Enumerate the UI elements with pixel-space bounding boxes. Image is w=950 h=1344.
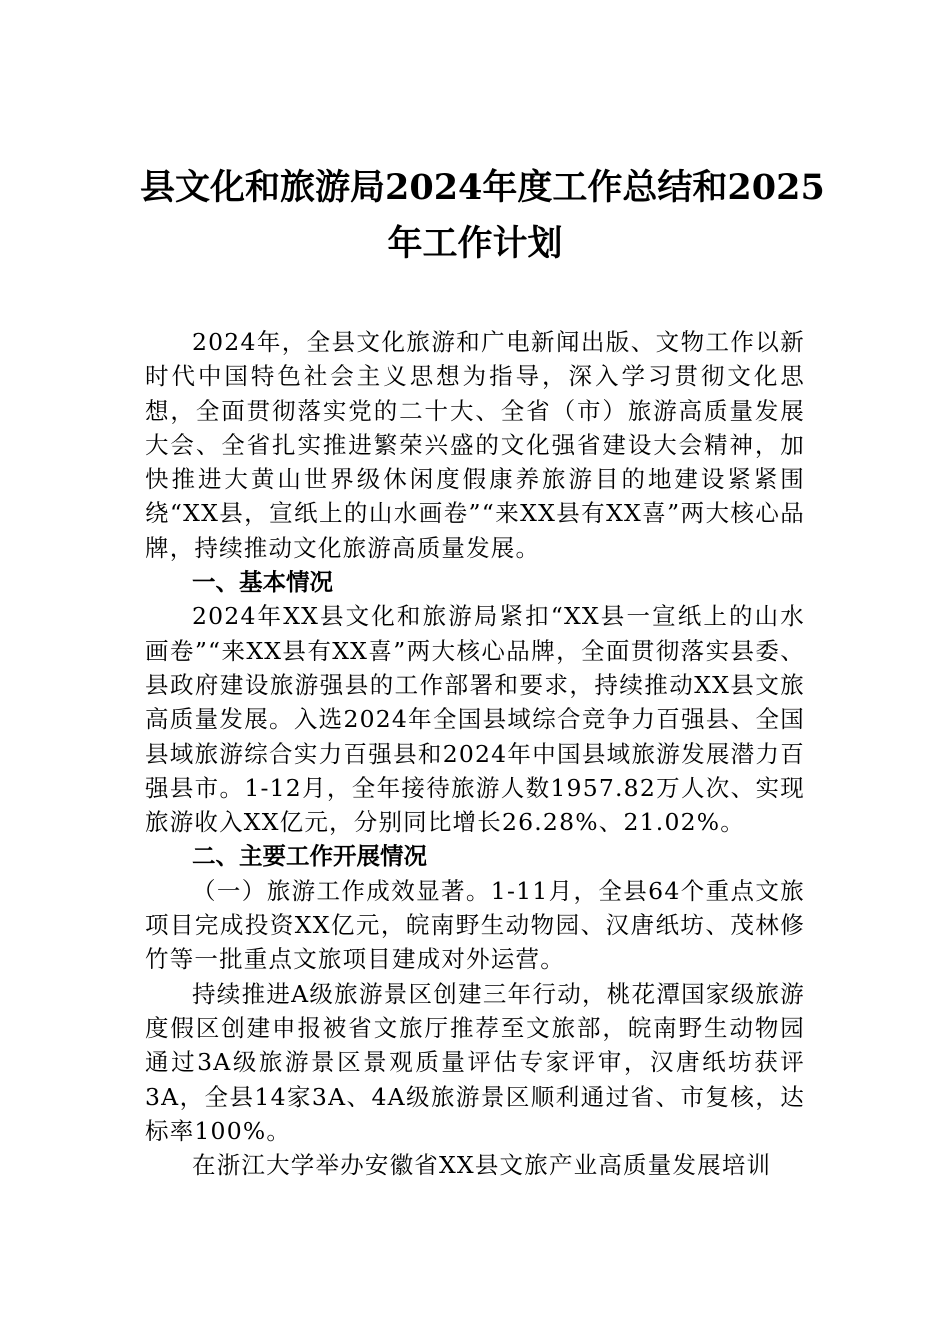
- title-line-1: 县文化和旅游局2024年度工作总结和2025: [140, 167, 825, 208]
- section-heading-basic-situation: 一、基本情况: [192, 568, 333, 597]
- paragraph-intro: 2024年，全县文化旅游和广电新闻出版、文物工作以新时代中国特色社会主义思想为指导，深入学习贯彻文化思想，全面贯彻落实党的二十大、全省（市）旅游高质量发展大会、全省扎实推进繁荣兴盛的文化强省建设大会精神，加快推进大黄山世界级休闲度假康养旅游目的地建设紧紧围绕“XX县，宣纸上的山水画卷”“来XX县有XX喜”两大核心品牌，持续推动文化旅游高质量发展。: [145, 328, 805, 562]
- document-body: [145, 325, 805, 1182]
- document-title: [140, 160, 825, 272]
- title-line-2: 年工作计划: [387, 223, 563, 264]
- paragraph-basic-situation: 2024年XX县文化和旅游局紧扣“XX县一宣纸上的山水画卷”“来XX县有XX喜”两大核心品牌，全面贯彻落实县委、县政府建设旅游强县的工作部署和要求，持续推动XX县文旅高质量发展。入选2024年全国县域综合竞争力百强县、全国县域旅游综合实力百强县和2024年中国县域旅游发展潜力百强县市。1-12月，全年接待旅游人数1957.82万人次、实现旅游收入XX亿元，分别同比增长26.28%、21.02%。: [145, 602, 805, 837]
- paragraph-tourism-results: （一）旅游工作成效显著。1-11月，全县64个重点文旅项目完成投资XX亿元，皖南野生动物园、汉唐纸坊、茂林修竹等一批重点文旅项目建成对外运营。: [145, 876, 805, 974]
- paragraph-training: 在浙江大学举办安徽省XX县文旅产业高质量发展培训: [192, 1151, 772, 1180]
- paragraph-a-level-scenic: 持续推进A级旅游景区创建三年行动，桃花潭国家级旅游度假区创建申报被省文旅厅推荐至文旅部，皖南野生动物园通过3A级旅游景区景观质量评估专家评审，汉唐纸坊获评3A，全县14家3A、4A级旅游景区顺利通过省、市复核，达标率100%。: [145, 979, 805, 1145]
- section-heading-main-work: 二、主要工作开展情况: [192, 842, 427, 871]
